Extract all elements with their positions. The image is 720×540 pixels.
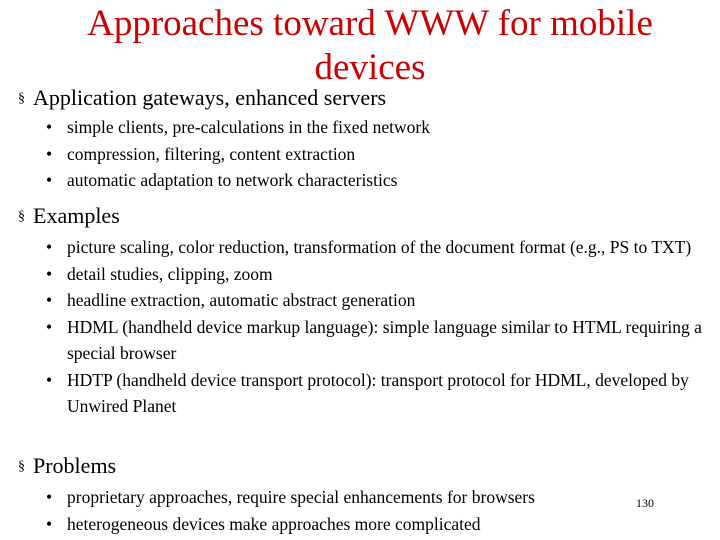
section-heading-problems bbox=[18, 452, 116, 484]
square-bullet-icon: § bbox=[18, 91, 25, 106]
bullet-dot-icon: • bbox=[46, 487, 53, 507]
bullet-dot-icon: • bbox=[46, 170, 53, 190]
list-item-text: detail studies, clipping, zoom bbox=[67, 263, 273, 284]
list-item-text: proprietary approaches, require special enhancements for browsers bbox=[67, 487, 535, 507]
list-item-text: simple clients, pre-calculations in the fixed network bbox=[67, 117, 431, 137]
list-item bbox=[46, 367, 706, 420]
bullet-dot-icon: • bbox=[46, 143, 53, 164]
section-heading-application-gateways bbox=[18, 84, 386, 116]
section-heading-text: Application gateways, enhanced servers bbox=[33, 85, 387, 110]
list-item bbox=[46, 167, 706, 194]
list-item bbox=[46, 511, 616, 538]
list-item-text: heterogeneous devices make approaches more complicated bbox=[67, 513, 481, 534]
list-item bbox=[46, 287, 706, 314]
square-bullet-icon: § bbox=[18, 459, 25, 474]
list-item-text: HDML (handheld device markup language): simple language similar to HTML requiring a special browser bbox=[67, 316, 702, 363]
list-item bbox=[46, 114, 706, 141]
list-item bbox=[46, 234, 706, 261]
bullet-dot-icon: • bbox=[46, 369, 53, 390]
page-number: 130 bbox=[636, 496, 654, 510]
slide-title: Approaches toward WWW for mobile devices bbox=[87, 3, 653, 88]
bullet-dot-icon: • bbox=[46, 316, 53, 337]
list-item-text: automatic adaptation to network characteristics bbox=[67, 170, 398, 190]
list-item bbox=[46, 141, 706, 168]
section-list-examples bbox=[46, 234, 706, 420]
section-heading-text: Examples bbox=[33, 203, 120, 228]
list-item bbox=[46, 314, 706, 367]
bullet-dot-icon: • bbox=[46, 290, 53, 310]
list-item-text: compression, filtering, content extraction bbox=[67, 143, 356, 164]
section-list-problems bbox=[46, 484, 616, 537]
section-heading-examples bbox=[18, 202, 120, 234]
bullet-dot-icon: • bbox=[46, 117, 53, 137]
list-item-text: picture scaling, color reduction, transformation of the document format (e.g., PS to TXT) bbox=[67, 237, 692, 257]
section-list-application-gateways bbox=[46, 114, 706, 194]
list-item bbox=[46, 484, 616, 511]
list-item-text: HDTP (handheld device transport protocol): transport protocol for HDML, developed by Unwired Planet bbox=[67, 369, 689, 416]
list-item-text: headline extraction, automatic abstract generation bbox=[67, 290, 416, 310]
bullet-dot-icon: • bbox=[46, 263, 53, 284]
square-bullet-icon: § bbox=[18, 209, 25, 224]
list-item bbox=[46, 261, 706, 288]
bullet-dot-icon: • bbox=[46, 513, 53, 534]
bullet-dot-icon: • bbox=[46, 237, 53, 257]
section-heading-text: Problems bbox=[33, 453, 117, 478]
